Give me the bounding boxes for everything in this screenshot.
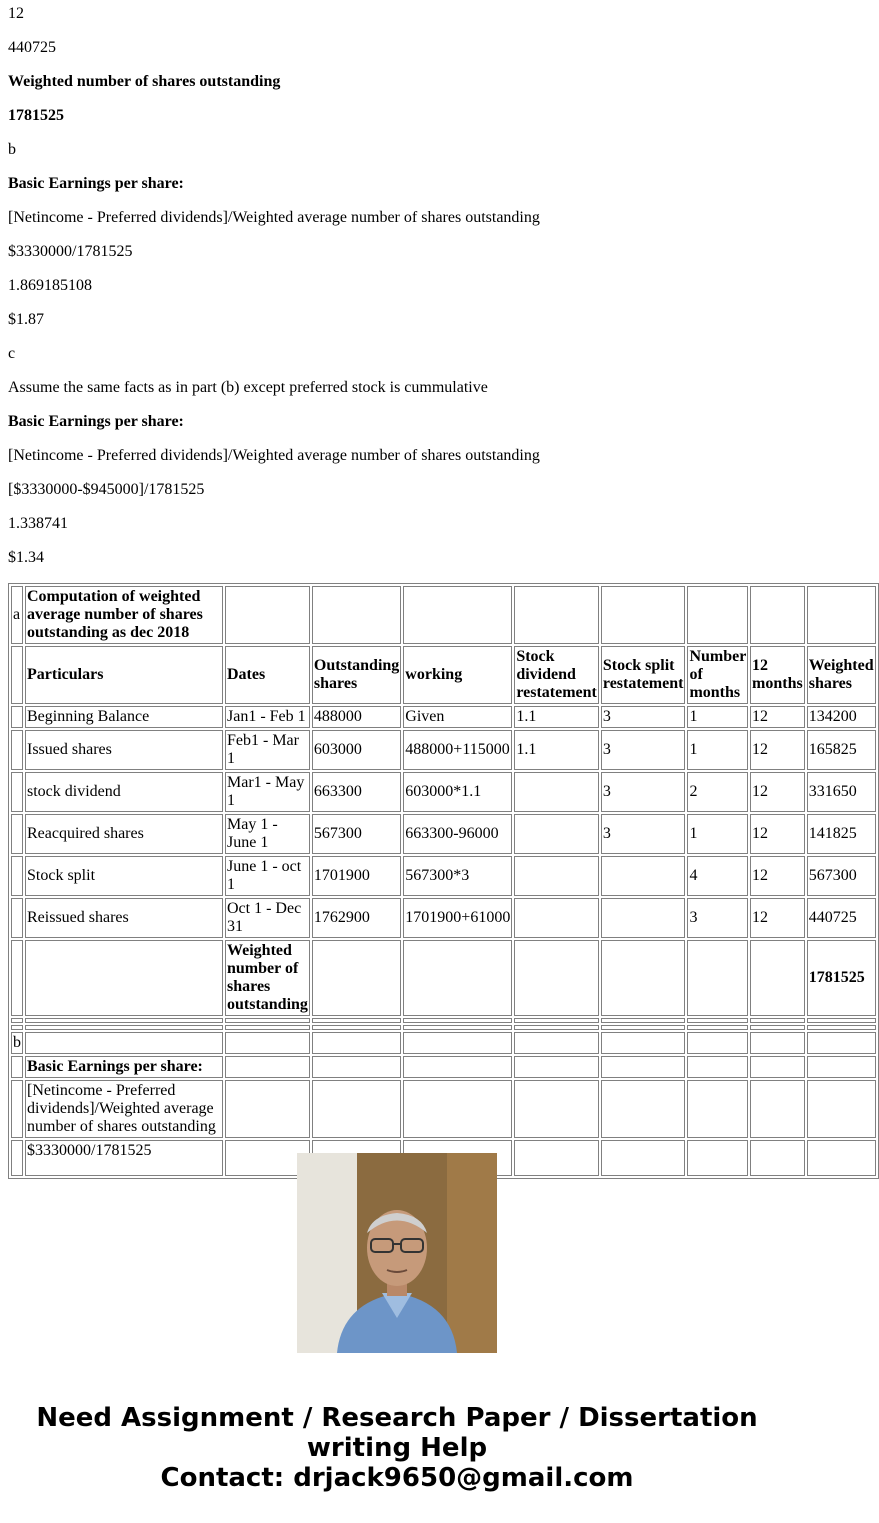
text-line: Weighted number of shares outstanding	[8, 73, 281, 90]
cell-outstanding-shares: 567300	[312, 814, 401, 854]
basic-eps-calc: $3330000/1781525	[25, 1140, 223, 1176]
weighted-value: 1781525	[807, 940, 876, 1016]
cell-working: 663300-96000	[403, 814, 512, 854]
computation-table	[8, 583, 879, 1179]
cell-12-months: 12	[750, 898, 805, 938]
basic-eps-title-row	[11, 1056, 876, 1078]
cell-stock-dividend	[514, 814, 599, 854]
cell-weighted-shares: 440725	[807, 898, 876, 938]
table-row	[11, 706, 876, 728]
cell-stock-split: 3	[601, 706, 686, 728]
cell-particulars: Reissued shares	[25, 898, 223, 938]
cell-particulars: stock dividend	[25, 772, 223, 812]
text-line: 440725	[8, 39, 56, 56]
header-working: working	[403, 646, 512, 704]
weighted-label: Weighted number of shares outstanding	[225, 940, 310, 1016]
text-line: 12	[8, 5, 24, 22]
cell-weighted-shares: 141825	[807, 814, 876, 854]
footer-line-3[interactable]: Contact: drjack9650@gmail.com	[160, 1463, 634, 1493]
cell-stock-dividend: 1.1	[514, 706, 599, 728]
text-line: $1.34	[8, 549, 44, 566]
cell-12-months: 12	[750, 856, 805, 896]
cell-number-of-months: 3	[687, 898, 748, 938]
cell-stock-dividend	[514, 856, 599, 896]
table-row	[11, 772, 876, 812]
cell-particulars: Issued shares	[25, 730, 223, 770]
separator-row	[11, 1018, 876, 1023]
cell-number-of-months: 1	[687, 706, 748, 728]
cell-number-of-months: 1	[687, 814, 748, 854]
cell-particulars: Beginning Balance	[25, 706, 223, 728]
footer-contact	[0, 1403, 794, 1493]
text-line: [$3330000-$945000]/1781525	[8, 481, 205, 498]
cell-12-months: 12	[750, 730, 805, 770]
cell-weighted-shares: 165825	[807, 730, 876, 770]
text-line: 1.869185108	[8, 277, 92, 294]
table-row	[11, 898, 876, 938]
cell-number-of-months: 2	[687, 772, 748, 812]
header-particulars: Particulars	[25, 646, 223, 704]
cell-stock-split: 3	[601, 730, 686, 770]
basic-eps-title: Basic Earnings per share:	[25, 1056, 223, 1078]
header-weighted-shares: Weighted shares	[807, 646, 876, 704]
cell-stock-split: 3	[601, 814, 686, 854]
cell-dates: Oct 1 - Dec 31	[225, 898, 310, 938]
table-header-row	[11, 646, 876, 704]
header-stock-split: Stock split restatement	[601, 646, 686, 704]
weighted-total-row	[11, 940, 876, 1016]
cell-working: 567300*3	[403, 856, 512, 896]
cell-outstanding-shares: 1701900	[312, 856, 401, 896]
cell-working: 603000*1.1	[403, 772, 512, 812]
header-number-of-months: Number of months	[687, 646, 748, 704]
cell-number-of-months: 4	[687, 856, 748, 896]
cell-stock-split	[601, 898, 686, 938]
computation-table-container[interactable]	[8, 583, 874, 1159]
cell-outstanding-shares: 603000	[312, 730, 401, 770]
cell-outstanding-shares: 663300	[312, 772, 401, 812]
table-row	[11, 856, 876, 896]
cell-weighted-shares: 331650	[807, 772, 876, 812]
cell-outstanding-shares: 488000	[312, 706, 401, 728]
header-stock-dividend: Stock dividend restatement	[514, 646, 599, 704]
cell-12-months: 12	[750, 814, 805, 854]
text-line: c	[8, 345, 16, 362]
cell-dates: Feb1 - Mar 1	[225, 730, 310, 770]
cell-dates: Mar1 - May 1	[225, 772, 310, 812]
table-title: Computation of weighted average number of shares outstanding as dec 2018	[25, 586, 223, 644]
text-line: [Netincome - Preferred dividends]/Weighted average number of shares outstanding	[8, 447, 540, 464]
footer-line-2: writing Help	[306, 1433, 488, 1463]
cell-weighted-shares: 567300	[807, 856, 876, 896]
text-line: 1.338741	[8, 515, 68, 532]
part-b-row	[11, 1032, 876, 1054]
text-line: $1.87	[8, 311, 44, 328]
cell-weighted-shares: 134200	[807, 706, 876, 728]
cell-stock-split	[601, 856, 686, 896]
cell-stock-dividend	[514, 772, 599, 812]
cell-working: Given	[403, 706, 512, 728]
cell-outstanding-shares: 1762900	[312, 898, 401, 938]
cell-working: 488000+115000	[403, 730, 512, 770]
text-line: b	[8, 141, 16, 158]
cell-dates: Jan1 - Feb 1	[225, 706, 310, 728]
text-line: [Netincome - Preferred dividends]/Weighted average number of shares outstanding	[8, 209, 540, 226]
table-row	[11, 814, 876, 854]
footer-line-1: Need Assignment / Research Paper / Dissertation	[36, 1403, 758, 1433]
cell-dates: June 1 - oct 1	[225, 856, 310, 896]
cell-stock-split: 3	[601, 772, 686, 812]
text-line: 1781525	[8, 107, 64, 124]
cell-number-of-months: 1	[687, 730, 748, 770]
separator-row	[11, 1025, 876, 1030]
table-title-row	[11, 586, 876, 644]
text-line: $3330000/1781525	[8, 243, 133, 260]
cell-12-months: 12	[750, 706, 805, 728]
cell-stock-dividend: 1.1	[514, 730, 599, 770]
cell-working: 1701900+61000	[403, 898, 512, 938]
basic-eps-formula-row	[11, 1080, 876, 1138]
person-photo-icon	[297, 1153, 497, 1353]
part-a-marker: a	[11, 586, 23, 644]
cell-stock-dividend	[514, 898, 599, 938]
text-line: Basic Earnings per share:	[8, 413, 184, 430]
cell-particulars: Stock split	[25, 856, 223, 896]
cell-particulars: Reacquired shares	[25, 814, 223, 854]
text-line: Basic Earnings per share:	[8, 175, 184, 192]
basic-eps-formula: [Netincome - Preferred dividends]/Weighted average number of shares outstanding	[25, 1080, 223, 1138]
cell-dates: May 1 - June 1	[225, 814, 310, 854]
table-row	[11, 730, 876, 770]
header-12-months: 12 months	[750, 646, 805, 704]
header-outstanding-shares: Outstanding shares	[312, 646, 401, 704]
header-dates: Dates	[225, 646, 310, 704]
text-line: Assume the same facts as in part (b) except preferred stock is cummulative	[8, 379, 488, 396]
cell-12-months: 12	[750, 772, 805, 812]
part-b-marker: b	[11, 1032, 23, 1054]
